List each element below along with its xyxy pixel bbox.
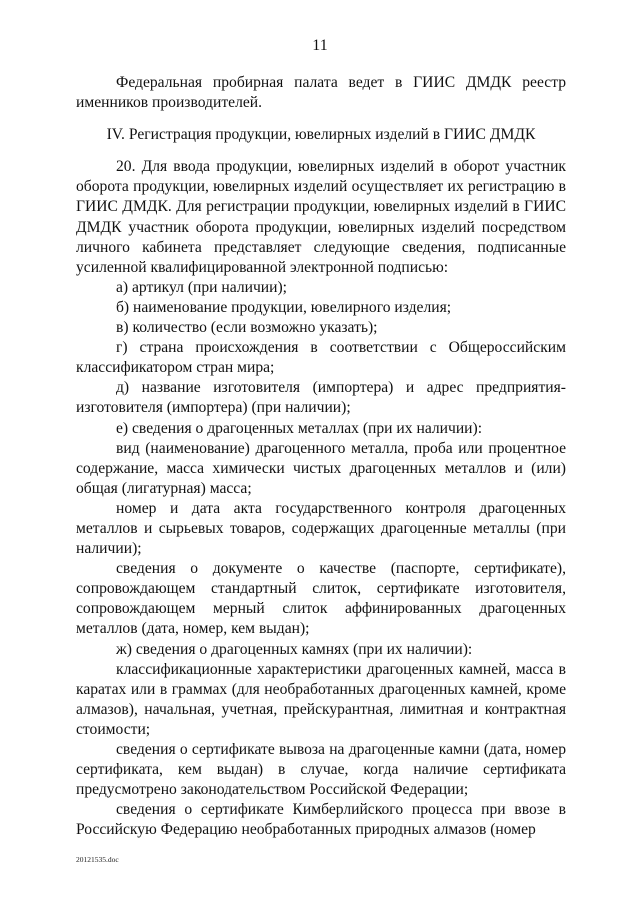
list-item-b: б) наименование продукции, ювелирного изделия; xyxy=(116,298,452,316)
section-heading: IV. Регистрация продукции, ювелирных изделий в ГИИС ДМДК xyxy=(106,126,536,144)
list-item-e-metal-type: вид (наименование) драгоценного металла, проба или процентное содержание, масса химически чистых драгоценных металлов и (или) общая (лигатурная) масса; xyxy=(76,439,566,497)
list-item-zh-kimberley-cert: сведения о сертификате Кимберлийского процесса при ввозе в Российскую Федерацию необработанных природных алмазов (номер xyxy=(76,801,566,839)
list-item-zh: ж) сведения о драгоценных камнях (при их наличии): xyxy=(116,640,473,658)
paragraph-20: 20. Для ввода продукции, ювелирных изделий в оборот участник оборота продукции, ювелирных изделий осуществляет их регистрацию в ГИИС ДМДК. Для регистрации продукции, ювелирных изделий в ГИИС ДМДК участник оборота продукции, ювелирных изделий посредством личного кабинета представляет следующие сведения, подписанные усиленной квалифицированной электронной подписью: xyxy=(76,158,566,276)
list-item-e: е) сведения о драгоценных металлах (при их наличии): xyxy=(116,419,483,437)
file-footer: 20121535.doc xyxy=(76,855,119,864)
list-item-zh-export-cert: сведения о сертификате вывоза на драгоценные камни (дата, номер сертификата, кем выдан) в случае, когда наличие сертификата предусмотрено законодательством Российской Федерации; xyxy=(76,741,566,799)
list-item-v: в) количество (если возможно указать); xyxy=(116,319,378,337)
page-number: 11 xyxy=(312,37,328,54)
list-item-e-quality-doc: сведения о документе о качестве (паспорте, сертификате), сопровождающем стандартный слиток, сертификате изготовителя, сопровождающем мерный слиток аффинированных драгоценных металлов (дата, номер, кем выдан); xyxy=(76,560,566,638)
list-item-zh-characteristics: классификационные характеристики драгоценных камней, масса в каратах или в граммах (для необработанных драгоценных камней, кроме алмазов), начальная, учетная, прейскурантная, лимитная и контрактная стоимости; xyxy=(76,660,566,738)
list-item-e-control-act: номер и дата акта государственного контроля драгоценных металлов и сырьевых товаров, содержащих драгоценные металлы (при наличии); xyxy=(76,499,566,558)
document-body xyxy=(76,73,566,840)
list-item-g: г) страна происхождения в соответствии с Общероссийским классификатором стран мира; xyxy=(76,339,566,377)
paragraph-intro: Федеральная пробирная палата ведет в ГИИС ДМДК реестр именников производителей. xyxy=(76,74,566,112)
list-item-a: а) артикул (при наличии); xyxy=(116,278,287,296)
list-item-d: д) название изготовителя (импортера) и адрес предприятия-изготовителя (импортера) (при наличии); xyxy=(76,379,566,417)
